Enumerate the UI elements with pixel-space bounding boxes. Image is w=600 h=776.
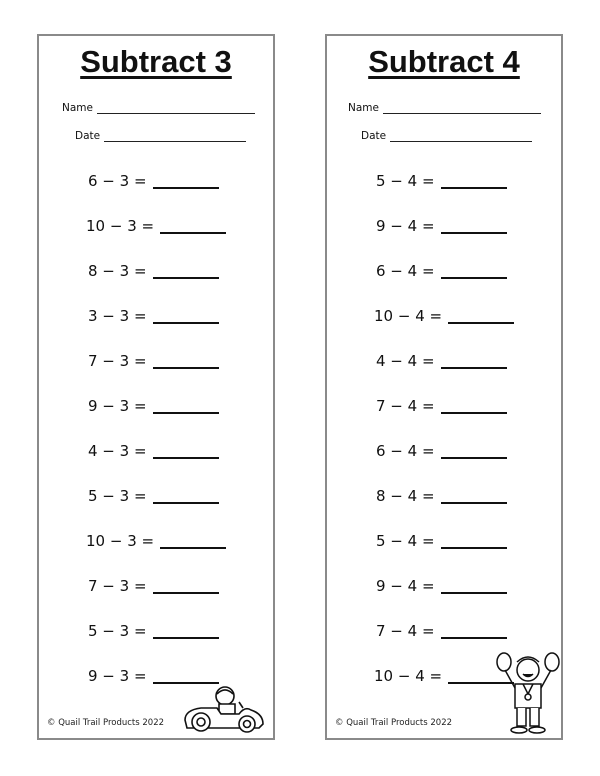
problem-1 (376, 169, 561, 193)
answer-blank[interactable] (153, 578, 219, 594)
problem-expression: 9 − 4 = (376, 577, 435, 595)
answer-blank[interactable] (153, 173, 219, 189)
worksheet-title: Subtract 3 (80, 44, 232, 79)
date-line[interactable] (390, 131, 532, 142)
answer-blank[interactable] (441, 578, 507, 594)
problem-expression: 7 − 4 = (376, 397, 435, 415)
problem-8 (88, 484, 273, 508)
date-label: Date (361, 130, 387, 142)
problem-10 (88, 574, 273, 598)
problem-expression: 8 − 4 = (376, 487, 435, 505)
answer-blank[interactable] (153, 263, 219, 279)
name-field[interactable] (348, 102, 541, 114)
problem-11 (376, 619, 561, 643)
name-label: Name (348, 102, 379, 114)
worksheet-title: Subtract 4 (368, 44, 520, 79)
copyright-footer: © Quail Trail Products 2022 (335, 718, 453, 728)
answer-blank[interactable] (153, 623, 219, 639)
date-label: Date (75, 130, 101, 142)
race-car-driver-icon (179, 684, 267, 734)
answer-blank[interactable] (441, 443, 507, 459)
problem-expression: 5 − 3 = (88, 622, 147, 640)
answer-blank[interactable] (441, 398, 507, 414)
problem-expression: 4 − 3 = (88, 442, 147, 460)
answer-blank[interactable] (160, 533, 226, 549)
problem-9 (376, 529, 561, 553)
name-line[interactable] (383, 103, 541, 114)
cheering-kid-with-medal-icon (495, 650, 561, 736)
problem-4 (88, 304, 273, 328)
worksheet-subtract-3 (37, 34, 275, 740)
problem-expression: 5 − 4 = (376, 172, 435, 190)
problem-6 (376, 394, 561, 418)
answer-blank[interactable] (441, 218, 507, 234)
problem-expression: 6 − 4 = (376, 442, 435, 460)
answer-blank[interactable] (441, 173, 507, 189)
problem-expression: 7 − 4 = (376, 622, 435, 640)
answer-blank[interactable] (153, 443, 219, 459)
problem-expression: 4 − 4 = (376, 352, 435, 370)
problem-expression: 7 − 3 = (88, 352, 147, 370)
answer-blank[interactable] (441, 353, 507, 369)
problem-7 (88, 439, 273, 463)
name-line[interactable] (97, 103, 255, 114)
answer-blank[interactable] (441, 623, 507, 639)
problem-expression: 9 − 3 = (88, 667, 147, 685)
problem-9 (86, 529, 273, 553)
answer-blank[interactable] (441, 488, 507, 504)
problem-11 (88, 619, 273, 643)
problem-expression: 3 − 3 = (88, 307, 147, 325)
problem-8 (376, 484, 561, 508)
problem-5 (376, 349, 561, 373)
answer-blank[interactable] (153, 668, 219, 684)
problem-5 (88, 349, 273, 373)
answer-blank[interactable] (153, 353, 219, 369)
problem-expression: 5 − 4 = (376, 532, 435, 550)
worksheet-subtract-4 (325, 34, 563, 740)
problem-3 (376, 259, 561, 283)
answer-blank[interactable] (441, 263, 507, 279)
date-field[interactable] (361, 130, 532, 142)
problem-expression: 9 − 3 = (88, 397, 147, 415)
answer-blank[interactable] (153, 398, 219, 414)
answer-blank[interactable] (153, 308, 219, 324)
problem-10 (376, 574, 561, 598)
problem-expression: 6 − 4 = (376, 262, 435, 280)
name-label: Name (62, 102, 93, 114)
problem-expression: 10 − 4 = (374, 667, 443, 685)
problem-2 (86, 214, 273, 238)
problem-6 (88, 394, 273, 418)
copyright-footer: © Quail Trail Products 2022 (47, 718, 165, 728)
problem-expression: 10 − 4 = (374, 307, 443, 325)
problem-2 (376, 214, 561, 238)
date-line[interactable] (104, 131, 246, 142)
problem-expression: 8 − 3 = (88, 262, 147, 280)
problem-expression: 10 − 3 = (86, 532, 155, 550)
answer-blank[interactable] (160, 218, 226, 234)
problem-7 (376, 439, 561, 463)
problem-expression: 5 − 3 = (88, 487, 147, 505)
problem-expression: 10 − 3 = (86, 217, 155, 235)
date-field[interactable] (75, 130, 246, 142)
problem-1 (88, 169, 273, 193)
problem-expression: 9 − 4 = (376, 217, 435, 235)
name-field[interactable] (62, 102, 255, 114)
problem-expression: 6 − 3 = (88, 172, 147, 190)
answer-blank[interactable] (448, 308, 514, 324)
answer-blank[interactable] (441, 533, 507, 549)
problem-4 (374, 304, 561, 328)
problem-expression: 7 − 3 = (88, 577, 147, 595)
answer-blank[interactable] (153, 488, 219, 504)
problem-3 (88, 259, 273, 283)
